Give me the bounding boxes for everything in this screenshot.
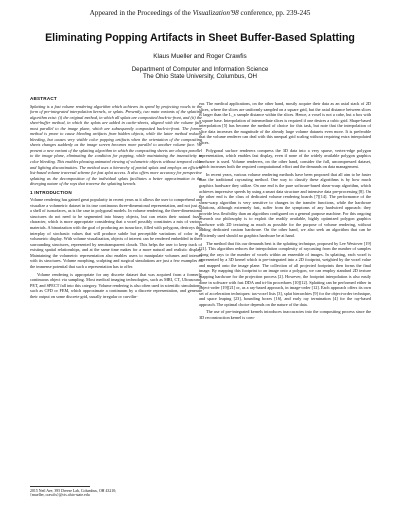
header-suffix: conference, pp. 239-245 (240, 9, 311, 17)
left-column (30, 93, 202, 302)
right-paragraph-2: Polygonal surface renderers compress the 3D data into a very sparse, vertex-edge polygon representation, which enables fast display, even if none of the widely available polygon graphics hardware is used. Volume renderers, on the other hand, consider the full, uncompressed dataset, which increases both the required computational effort and the demands on data management. (199, 147, 371, 170)
intro-paragraph-1: Volume rendering has gained great popularity in recent years as it allows the user to comprehend and visualize a volumetric dataset in its true continuous three-dimensional representation, and not just as a shell of isosurfaces, as is the case in polygonal models. In volume rendering, the three-dimensional structures do not need to be segmented into binary objects, but can retain their natural fuzzy character, which is more appropriate considering that a voxel possibly constitutes a mix of various materials. A binarization with the goal of producing an isosurface, filled with polygons, destroys this interplay of stochastic values that will produce subtle but perceptible variations of color in a volumetric display. With volume visualization, objects of interest can be rendered embedded in their surrounding structures, represented by semitransparent clouds. This helps the user to keep track of existing spatial relationships, and at the same time makes for a more natural and realistic display. Maintaining the volumetric representation also enables users to manipulate volumes and interact with its structures. Volume morphing, sculpting and surgical simulations are just a few examples of the immense potential that such a representation has to offer. (30, 197, 202, 269)
abstract-heading: ABSTRACT (30, 96, 57, 101)
paper-authors: Klaus Mueller and Roger Crawfis (153, 53, 247, 60)
right-paragraph-1: ear. The medical applications, on the other hand, mostly acquire their data as an axial stack of 2D slices, where the slices are uniformly sampled on a square grid, but the axial distance between slices is larger than the L_x sample distance within the slices. Hence, a voxel is not a cube, but a box with a square base. Interpolation of intermediate slices is required if one desires a cubic grid. Shape-based interpolation [5] has become the method of choice for this task, but note that the interpolation of slice data increases the magnitude of the already large volume datasets even more. It is preferable that the volume renderer can deal with this unequal grid scaling without requiring extra interpolated slices. (199, 101, 371, 145)
abstract-text: Splatting is a fast volume rendering algorithm which achieves its speed by projecting voxels in the form of pre-integrated interpolation kernels, or splats. Presently, two main variants of the splatting algorithm exist: (i) the original method, in which all splats are composited back-to-front, and (ii) the sheet-buffer method, in which the splats are added in cache-sheets, aligned with the volume face most parallel to the image plane, which are subsequently composited back-to-front. The former method is prone to cause bleeding artifacts from hidden objects, while the latter method reduces bleeding, but causes very visible color popping artifacts when the orientation of the compositing sheets changes suddenly as the image screen becomes more parallel to another volume face. We present a new variant of the splatting algorithm in which the compositing sheets are always parallel to the image plane, eliminating the condition for popping, while maintaining the insensitivity to color bleeding. This enables pleasing animated viewing of volumetric objects without temporal color and lighting discontinuities. The method uses a hierarchy of partial splats and employs an efficient list-based volume traversal scheme for fast splat access. It also offers more accuracy for perspective splatting as the decomposition of the individual splats facilitates a better approximation to the diverging nature of the rays that traverse the splatting kernels. (30, 103, 202, 187)
footnote-email: {mueller, crawfis}@cis.ohio-state.edu (30, 493, 90, 498)
intro-paragraph-2: Volume rendering is appropriate for any discrete dataset that was acquired from a formerly continuous object via sampling. Most medical imaging technologies, such as MRI, CT, Ultrasound, PET, and SPECT fall into this category. Volume rendering is also often used in scientific simulations, such as CFD or FEM, which approximate a continuum by a discrete representation, and generate their output on some discrete grid, usually irregular or curvilin- (30, 271, 202, 299)
affiliation (0, 66, 400, 81)
affiliation-univ: The Ohio State University, Columbus, OH (142, 73, 258, 81)
footnote-rule (30, 486, 90, 487)
header-prefix: Appeared in the Proceedings of the (89, 9, 191, 17)
right-column (199, 101, 371, 323)
paper-title: Eliminating Popping Artifacts in Sheet Buffer-Based Splatting (45, 32, 355, 44)
right-paragraph-3: In recent years, various volume rendering methods have been proposed that all aim to be faster than the traditional raycasting method. One way to classify these algorithms is by how much graphics hardware they utilize. On one end is the pure software-based shear-warp algorithm, which achieves impressive speeds by using a smart data structure and intensive data pre-processing [8]. On the other end is the class of dedicated volume rendering boards [7][14]. The performance of the shear-warp algorithm is very sensitive to changes in the transfer functions, while the hardware solutions, although extremely fast, suffer from the symptoms of any hardwired approach: they provide less flexibility than an algorithm configured on a general purpose machine. For this ongoing research our philosophy is to exploit the readily available, highly optimized polygon graphics hardware with 2D texturing as much as possible for the purpose of volume rendering, without adding dedicated custom hardware. On the other hand, we also seek an algorithm that can be efficiently used should no graphics hardware be at hand. (199, 171, 371, 238)
right-paragraph-4: The method that fits our demands best is the splatting technique, proposed by Lee Westover [19][21]. This algorithm reduces the interpolation complexity of raycasting from the number of samples along the rays to the number of voxels within an ensemble of images. In splatting, each voxel is represented by a 3D kernel which is pre-integrated into a 2D footprint, weighted by the voxel value and mapped onto the image plane. The collection of all projected footprints then forms the final image. By mapping this footprint to an image onto a polygon, we can employ standard 2D texture mapping hardware for the projection process [2]. However, the footprint interpolation is also easily done in software with fast DDA and tri-lin procedures [10][12]. Splatting can be performed either in object-order [19][21] or, as a ray-based approach, in image-order [12]. Each approach offers its own set of acceleration techniques: tax-voxel lists [3], splat hierarchies [9] for the object-order technique, and space leaping [23], bounding boxes [16], and early ray termination [4] for the ray-based approach. The optimal choice depends on the nature of the data. (199, 240, 371, 307)
right-paragraph-5: The use of pre-integrated kernels introduces inaccuracies into the compositing process since the 3D reconstruction kernel is com- (199, 309, 371, 320)
header-venue: Visualization'98 (192, 9, 239, 17)
footnote (30, 486, 202, 498)
footnote-address: 2015 Neil Ave, 395 Dreese Lab, Columbus, OH 43210; (30, 488, 117, 493)
running-header (0, 9, 400, 17)
affiliation-dept: Department of Computer and Information Science (131, 66, 269, 73)
intro-heading: 1 INTRODUCTION (30, 189, 72, 195)
